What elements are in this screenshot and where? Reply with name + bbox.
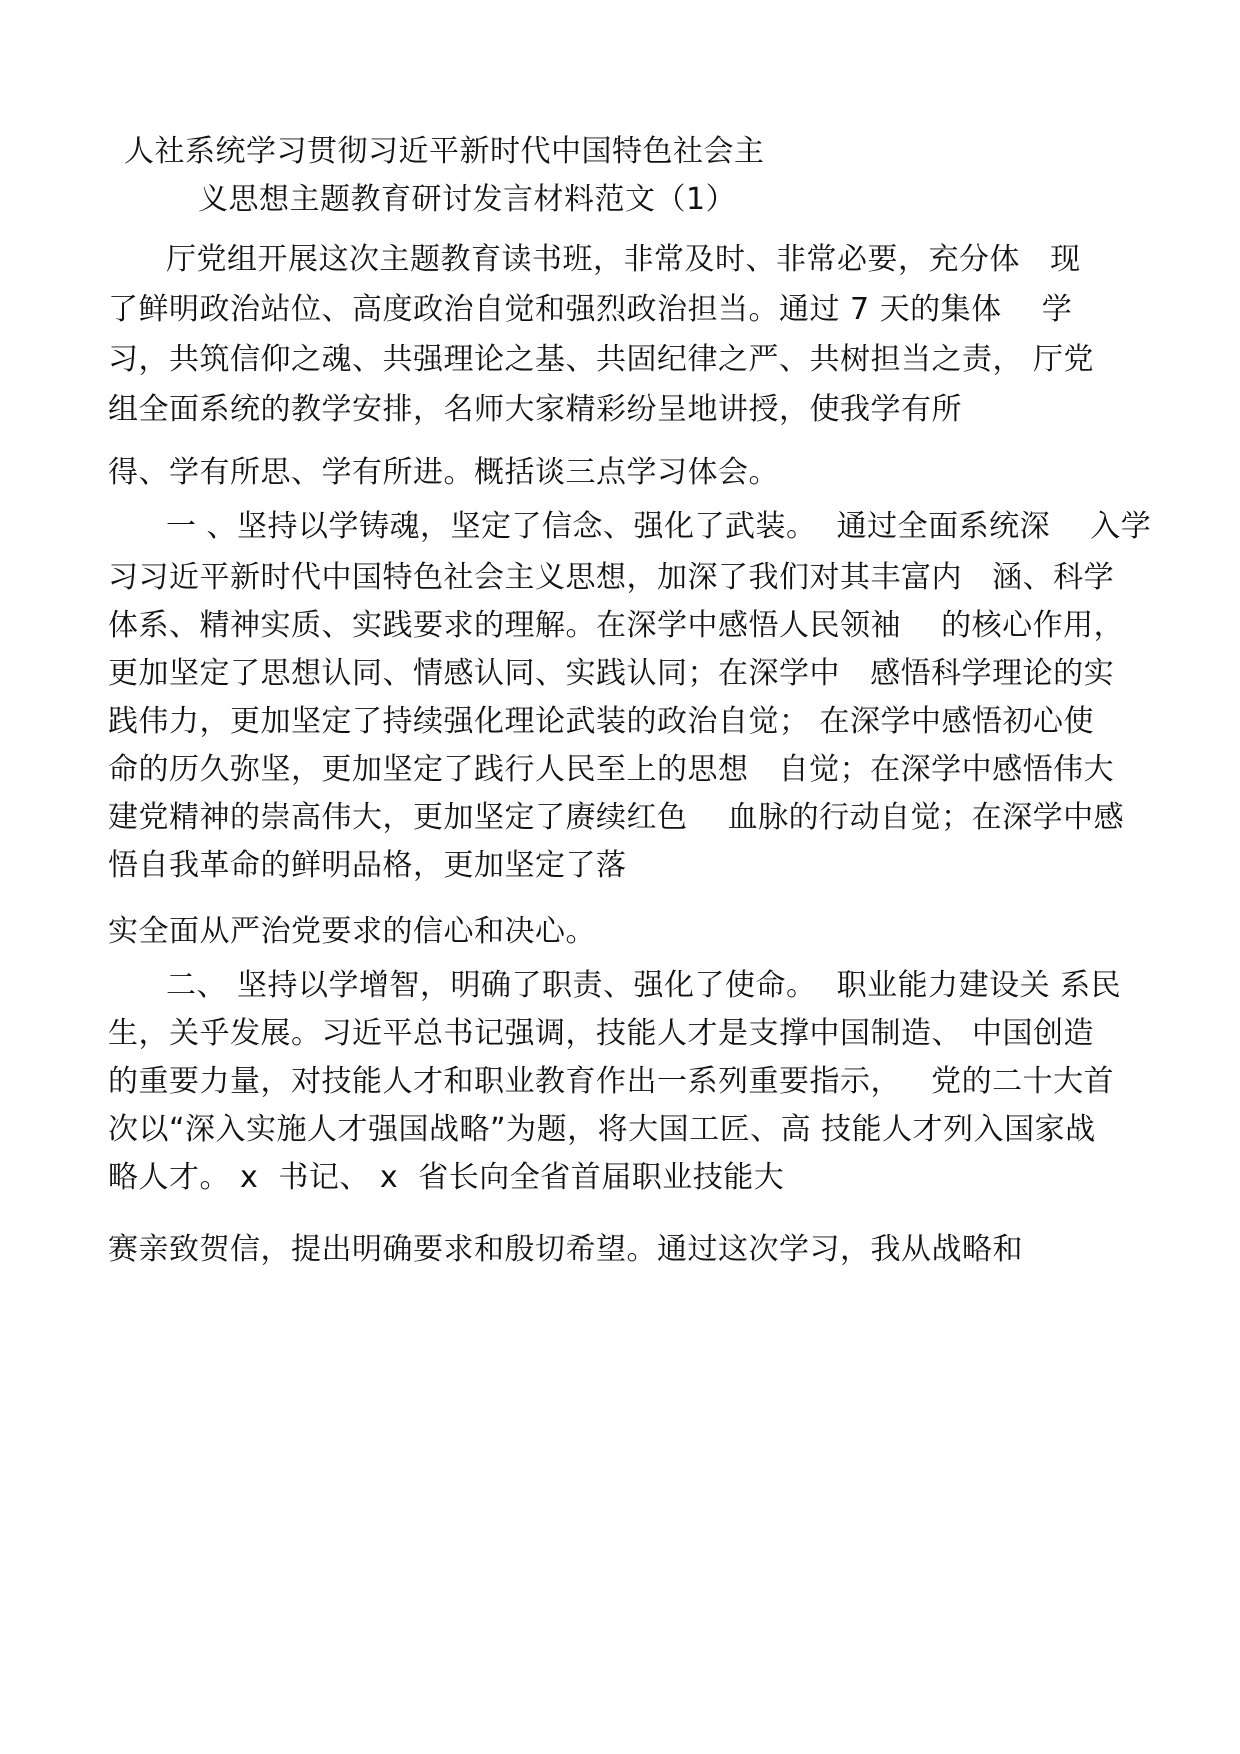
paragraph-1-line-2: 了鲜明政治站位、高度政治自觉和强烈政治担当。通过 7 天的集体 学 xyxy=(108,292,1073,327)
paragraph-1-line-1: 厅党组开展这次主题教育读书班，非常及时、非常必要，充分体 现 xyxy=(166,242,1081,277)
paragraph-1-line-5: 得、学有所思、学有所进。概括谈三点学习体会。 xyxy=(108,455,779,490)
document-title-line-1: 人社系统学习贯彻习近平新时代中国特色社会主 xyxy=(124,134,765,169)
paragraph-2-line-9: 实全面从严治党要求的信心和决心。 xyxy=(108,914,596,949)
paragraph-3-line-6: 赛亲致贺信，提出明确要求和殷切希望。通过这次学习，我从战略和 xyxy=(108,1232,1023,1267)
paragraph-2-line-5: 践伟力，更加坚定了持续强化理论武装的政治自觉； 在深学中感悟初心使 xyxy=(108,704,1095,739)
paragraph-1-line-4: 组全面系统的教学安排，名师大家精彩纷呈地讲授，使我学有所 xyxy=(108,392,962,427)
paragraph-3-line-5: 略人才。 x 书记、 x 省长向全省首届职业技能大 xyxy=(108,1160,785,1195)
paragraph-3-line-2: 生，关乎发展。习近平总书记强调，技能人才是支撑中国制造、 中国创造 xyxy=(108,1016,1095,1051)
paragraph-2-line-7: 建党精神的崇高伟大，更加坚定了赓续红色 血脉的行动自觉；在深学中感 xyxy=(108,800,1125,835)
paragraph-2-line-8: 悟自我革命的鲜明品格，更加坚定了落 xyxy=(108,848,627,883)
paragraph-3-line-4: 次以“深入实施人才强国战略”为题，将大国工匠、高 技能人才列入国家战 xyxy=(108,1112,1096,1147)
paragraph-1-line-3: 习，共筑信仰之魂、共强理论之基、共固纪律之严、共树担当之责， 厅党 xyxy=(108,342,1095,377)
paragraph-2-line-6: 命的历久弥坚，更加坚定了践行人民至上的思想 自觉；在深学中感悟伟大 xyxy=(108,752,1115,787)
paragraph-3-line-3: 的重要力量，对技能人才和职业教育作出一系列重要指示， 党的二十大首 xyxy=(108,1064,1115,1099)
paragraph-3-line-1: 二、 坚持以学增智，明确了职责、强化了使命。 职业能力建设关 系民 xyxy=(166,968,1122,1003)
document-title-line-2: 义思想主题教育研讨发言材料范文（1） xyxy=(198,182,737,217)
paragraph-2-line-1: 一 、坚持以学铸魂，坚定了信念、强化了武装。 通过全面系统深 入学 xyxy=(166,509,1152,544)
paragraph-2-line-3: 体系、精神实质、实践要求的理解。在深学中感悟人民领袖 的核心作用， xyxy=(108,608,1125,643)
paragraph-2-line-4: 更加坚定了思想认同、情感认同、实践认同；在深学中 感悟科学理论的实 xyxy=(108,656,1115,691)
paragraph-2-line-2: 习习近平新时代中国特色社会主义思想，加深了我们对其丰富内 涵、科学 xyxy=(108,560,1115,595)
